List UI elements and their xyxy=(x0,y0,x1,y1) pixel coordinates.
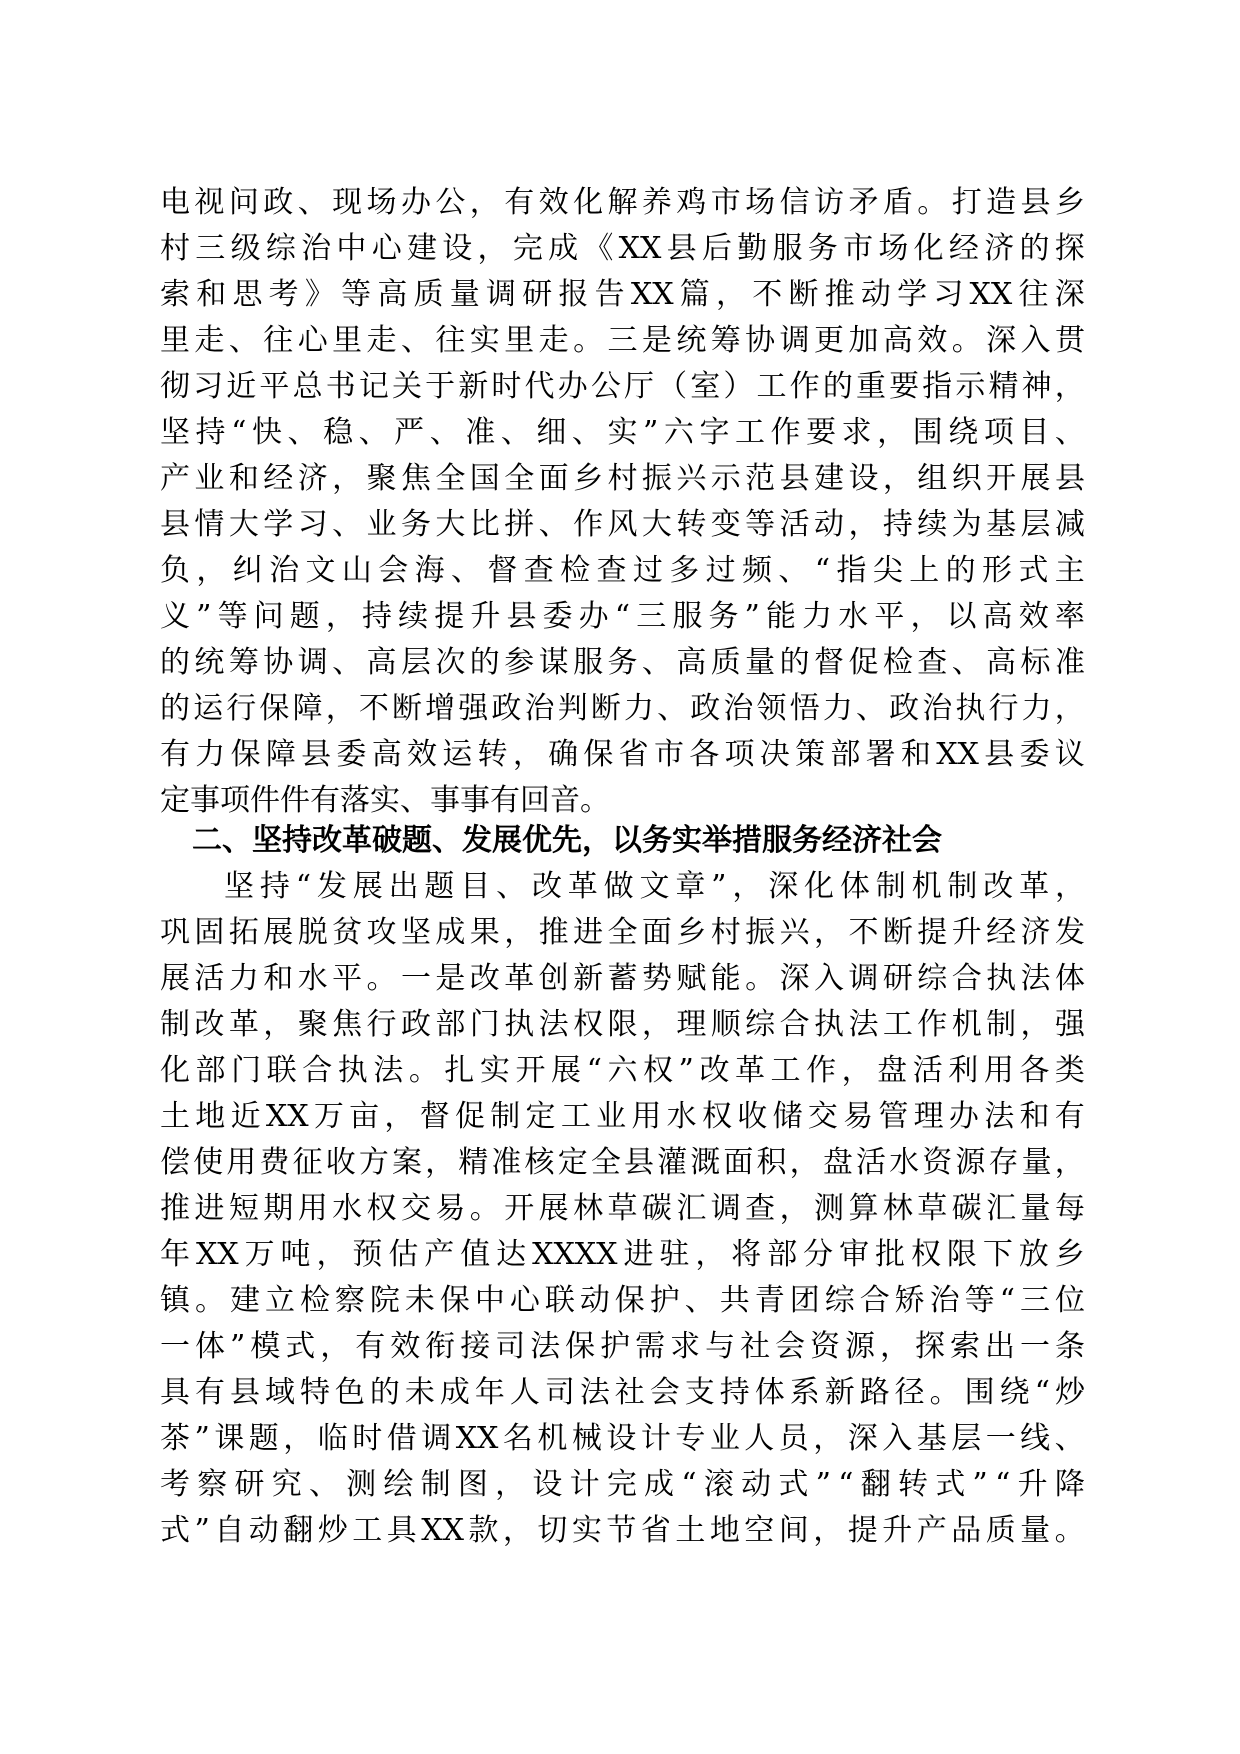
text-line: 有 力 保 障 县 委 高 效 运 转 ， 确 保 省 市 各 项 决 策 部 署 和 XX 县 委 议 xyxy=(160,737,1085,772)
text-line: 展 活 力 和 水 平 。 一 是 改 革 创 新 蓄 势 赋 能 。 深 入 调 研 综 合 执 法 体 xyxy=(160,961,1085,996)
text-line: 的 统 筹 协 调 、 高 层 次 的 参 谋 服 务 、 高 质 量 的 督 促 检 查 、 高 标 准 xyxy=(160,645,1085,680)
text-line: 具 有 县 域 特 色 的 未 成 年 人 司 法 社 会 支 持 体 系 新 路 径 。 围 绕 “ 炒 xyxy=(160,1375,1085,1410)
text-line: 一 体 ” 模 式 ， 有 效 衔 接 司 法 保 护 需 求 与 社 会 资 源 ， 探 索 出 一 条 xyxy=(160,1329,1085,1364)
text-line: 义 ” 等 问 题 ， 持 续 提 升 县 委 办 “ 三 服 务 ” 能 力 水 平 ， 以 高 效 率 xyxy=(160,599,1085,634)
text-line: 坚 持 “ 发 展 出 题 目 、 改 革 做 文 章 ” ， 深 化 体 制 机 制 改 革 ， xyxy=(224,869,1085,904)
text-line: 镇 。 建 立 检 察 院 未 保 中 心 联 动 保 护 、 共 青 团 综 合 矫 治 等 “ 三 位 xyxy=(160,1283,1085,1318)
text-line: 化 部 门 联 合 执 法 。 扎 实 开 展 “ 六 权 ” 改 革 工 作 ， 盘 活 利 用 各 类 xyxy=(160,1053,1085,1088)
text-line: 产 业 和 经 济 ， 聚 焦 全 国 全 面 乡 村 振 兴 示 范 县 建 设 ， 组 织 开 展 县 xyxy=(160,461,1085,496)
text-line: 偿 使 用 费 征 收 方 案 ， 精 准 核 定 全 县 灌 溉 面 积 ， 盘 活 水 资 源 存 量 ， xyxy=(160,1145,1085,1180)
text-line: 土 地 近 XX 万 亩 ， 督 促 制 定 工 业 用 水 权 收 储 交 易 管 理 办 法 和 有 xyxy=(160,1099,1085,1134)
text-line: 年 XX 万 吨 ， 预 估 产 值 达 XXXX 进 驻 ， 将 部 分 审 批 权 限 下 放 乡 xyxy=(160,1237,1085,1272)
paragraph-continued xyxy=(160,180,1085,824)
text-line: 里 走 、 往 心 里 走 、 往 实 里 走 。 三 是 统 筹 协 调 更 加 高 效 。 深 入 贯 xyxy=(160,323,1085,358)
section-heading-block xyxy=(160,818,1085,864)
text-line: 的 运 行 保 障 ， 不 断 增 强 政 治 判 断 力 、 政 治 领 悟 力 、 政 治 执 行 力 ， xyxy=(160,691,1085,726)
text-line: 县 情 大 学 习 、 业 务 大 比 拼 、 作 风 大 转 变 等 活 动 ， 持 续 为 基 层 减 xyxy=(160,507,1085,542)
text-line: 坚 持 “ 快 、 稳 、 严 、 准 、 细 、 实 ” 六 字 工 作 要 求 ， 围 绕 项 目 、 xyxy=(160,415,1085,450)
text-line: 式 ” 自 动 翻 炒 工 具 XX 款 ， 切 实 节 省 土 地 空 间 ， 提 升 产 品 质 量 。 xyxy=(160,1513,1085,1548)
text-line: 索 和 思 考 》 等 高 质 量 调 研 报 告 XX 篇 ， 不 断 推 动 学 习 XX 往 深 xyxy=(160,277,1085,312)
text-line: 茶 ” 课 题 ， 临 时 借 调 XX 名 机 械 设 计 专 业 人 员 ， 深 入 基 层 一 线 、 xyxy=(160,1421,1085,1456)
text-line: 推 进 短 期 用 水 权 交 易 。 开 展 林 草 碳 汇 调 查 ， 测 算 林 草 碳 汇 量 每 xyxy=(160,1191,1085,1226)
paragraph-reform xyxy=(160,864,1085,1554)
text-line: 考 察 研 究 、 测 绘 制 图 ， 设 计 完 成 “ 滚 动 式 ” “ 翻 转 式 ” “ 升 降 xyxy=(160,1467,1085,1502)
text-line: 村 三 级 综 治 中 心 建 设 ， 完 成 《 XX 县 后 勤 服 务 市 场 化 经 济 的 探 xyxy=(160,231,1085,266)
text-line: 制 改 革 ， 聚 焦 行 政 部 门 执 法 权 限 ， 理 顺 综 合 执 法 工 作 机 制 ， 强 xyxy=(160,1007,1085,1042)
text-line: 电 视 问 政 、 现 场 办 公 ， 有 效 化 解 养 鸡 市 场 信 访 矛 盾 。 打 造 县 乡 xyxy=(160,185,1085,220)
text-line: 负 ， 纠 治 文 山 会 海 、 督 查 检 查 过 多 过 频 、 “ 指 尖 上 的 形 式 主 xyxy=(160,553,1085,588)
text-line: 巩 固 拓 展 脱 贫 攻 坚 成 果 ， 推 进 全 面 乡 村 振 兴 ， 不 断 提 升 经 济 发 xyxy=(160,915,1085,950)
section-heading: 二、坚持改革破题、发展优先，以务实举措服务经济社会 xyxy=(192,823,942,858)
text-line: 彻 习 近 平 总 书 记 关 于 新 时 代 办 公 厅 （ 室 ） 工 作 的 重 要 指 示 精 神 ， xyxy=(160,369,1085,404)
text-line: 定事项件件有落实、事事有回音。 xyxy=(160,783,610,818)
